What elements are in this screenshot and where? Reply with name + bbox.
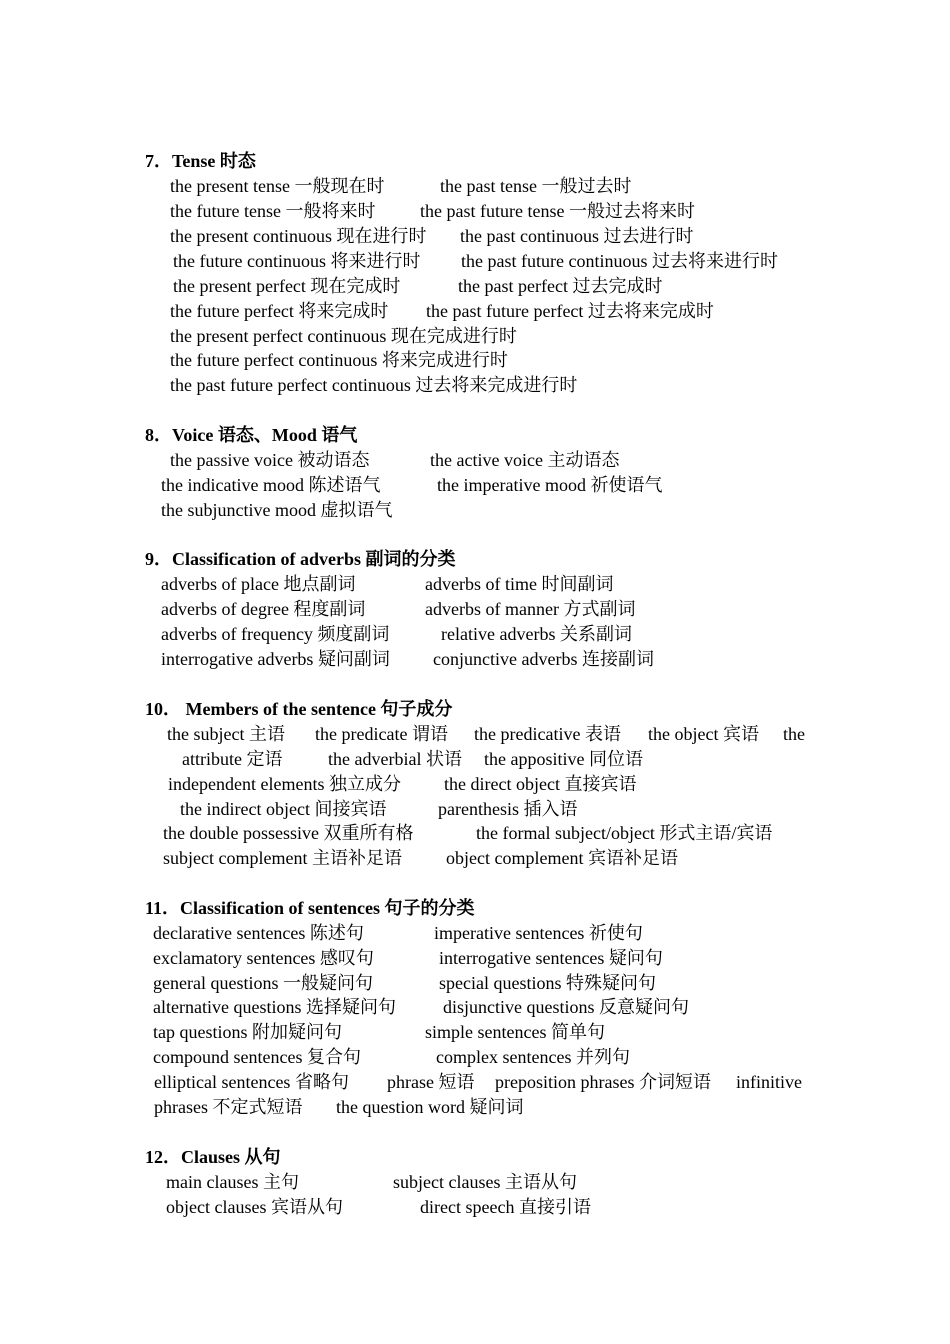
term: the predicate 谓语 <box>315 724 448 744</box>
term: the past continuous 过去进行时 <box>460 226 694 246</box>
term: the predicative 表语 <box>474 724 621 744</box>
term: independent elements 独立成分 <box>168 774 401 794</box>
term: the active voice 主动语态 <box>430 450 620 470</box>
term: the adverbial 状语 <box>328 749 462 769</box>
term: the imperative mood 祈使语气 <box>437 475 663 495</box>
term: exclamatory sentences 感叹句 <box>153 948 374 968</box>
term: the past future tense 一般过去将来时 <box>420 201 695 221</box>
term: the future continuous 将来进行时 <box>173 251 421 271</box>
term: the past future continuous 过去将来进行时 <box>461 251 778 271</box>
term: object clauses 宾语从句 <box>166 1197 343 1217</box>
term: imperative sentences 祈使句 <box>434 923 643 943</box>
term: adverbs of place 地点副词 <box>161 574 356 594</box>
section-heading-tense: 7．Tense 时态 <box>145 151 256 171</box>
term: the future tense 一般将来时 <box>170 201 376 221</box>
section-heading-adverbs: 9．Classification of adverbs 副词的分类 <box>145 549 456 569</box>
section-heading-clauses: 12．Clauses 从句 <box>145 1147 281 1167</box>
term: the present tense 一般现在时 <box>170 176 385 196</box>
term: preposition phrases 介词短语 <box>495 1072 711 1092</box>
term: parenthesis 插入语 <box>438 799 578 819</box>
term: phrase 短语 <box>387 1072 475 1092</box>
term: the passive voice 被动语态 <box>170 450 370 470</box>
term: simple sentences 简单句 <box>425 1022 605 1042</box>
term: direct speech 直接引语 <box>420 1197 591 1217</box>
term: subject complement 主语补足语 <box>163 848 402 868</box>
term: subject clauses 主语从句 <box>393 1172 577 1192</box>
term: the object 宾语 <box>648 724 759 744</box>
term: disjunctive questions 反意疑问句 <box>443 997 689 1017</box>
term: interrogative sentences 疑问句 <box>439 948 663 968</box>
term: the appositive 同位语 <box>484 749 643 769</box>
term: complex sentences 并列句 <box>436 1047 630 1067</box>
term: the present continuous 现在进行时 <box>170 226 427 246</box>
term: object complement 宾语补足语 <box>446 848 678 868</box>
term: attribute 定语 <box>182 749 283 769</box>
term: adverbs of time 时间副词 <box>425 574 614 594</box>
term: tap questions 附加疑问句 <box>153 1022 342 1042</box>
term: the indirect object 间接宾语 <box>180 799 387 819</box>
term: special questions 特殊疑问句 <box>439 973 656 993</box>
term: the past perfect 过去完成时 <box>458 276 663 296</box>
term: the question word 疑问词 <box>336 1097 524 1117</box>
term: compound sentences 复合句 <box>153 1047 361 1067</box>
term: the subject 主语 <box>167 724 285 744</box>
section-heading-sentence-members: 10． Members of the sentence 句子成分 <box>145 699 453 719</box>
term: the double possessive 双重所有格 <box>163 823 414 843</box>
term: adverbs of manner 方式副词 <box>425 599 636 619</box>
term: elliptical sentences 省略句 <box>154 1072 349 1092</box>
term: the past future perfect continuous 过去将来完成进行时 <box>170 375 578 395</box>
section-heading-sentence-classification: 11．Classification of sentences 句子的分类 <box>145 898 475 918</box>
section-heading-voice-mood: 8．Voice 语态、Mood 语气 <box>145 425 358 445</box>
term: interrogative adverbs 疑问副词 <box>161 649 390 669</box>
term: the <box>783 724 805 744</box>
term: the formal subject/object 形式主语/宾语 <box>476 823 773 843</box>
term: infinitive <box>736 1072 802 1092</box>
term: main clauses 主句 <box>166 1172 299 1192</box>
term: the subjunctive mood 虚拟语气 <box>161 500 393 520</box>
term: the direct object 直接宾语 <box>444 774 637 794</box>
term: general questions 一般疑问句 <box>153 973 373 993</box>
term: the future perfect continuous 将来完成进行时 <box>170 350 508 370</box>
term: the past future perfect 过去将来完成时 <box>426 301 714 321</box>
term: relative adverbs 关系副词 <box>441 624 632 644</box>
term: the present perfect 现在完成时 <box>173 276 401 296</box>
term: alternative questions 选择疑问句 <box>153 997 396 1017</box>
term: declarative sentences 陈述句 <box>153 923 364 943</box>
term: the past tense 一般过去时 <box>440 176 632 196</box>
term: the indicative mood 陈述语气 <box>161 475 381 495</box>
term: phrases 不定式短语 <box>154 1097 303 1117</box>
term: conjunctive adverbs 连接副词 <box>433 649 654 669</box>
term: the present perfect continuous 现在完成进行时 <box>170 326 517 346</box>
term: the future perfect 将来完成时 <box>170 301 389 321</box>
term: adverbs of degree 程度副词 <box>161 599 366 619</box>
term: adverbs of frequency 频度副词 <box>161 624 390 644</box>
